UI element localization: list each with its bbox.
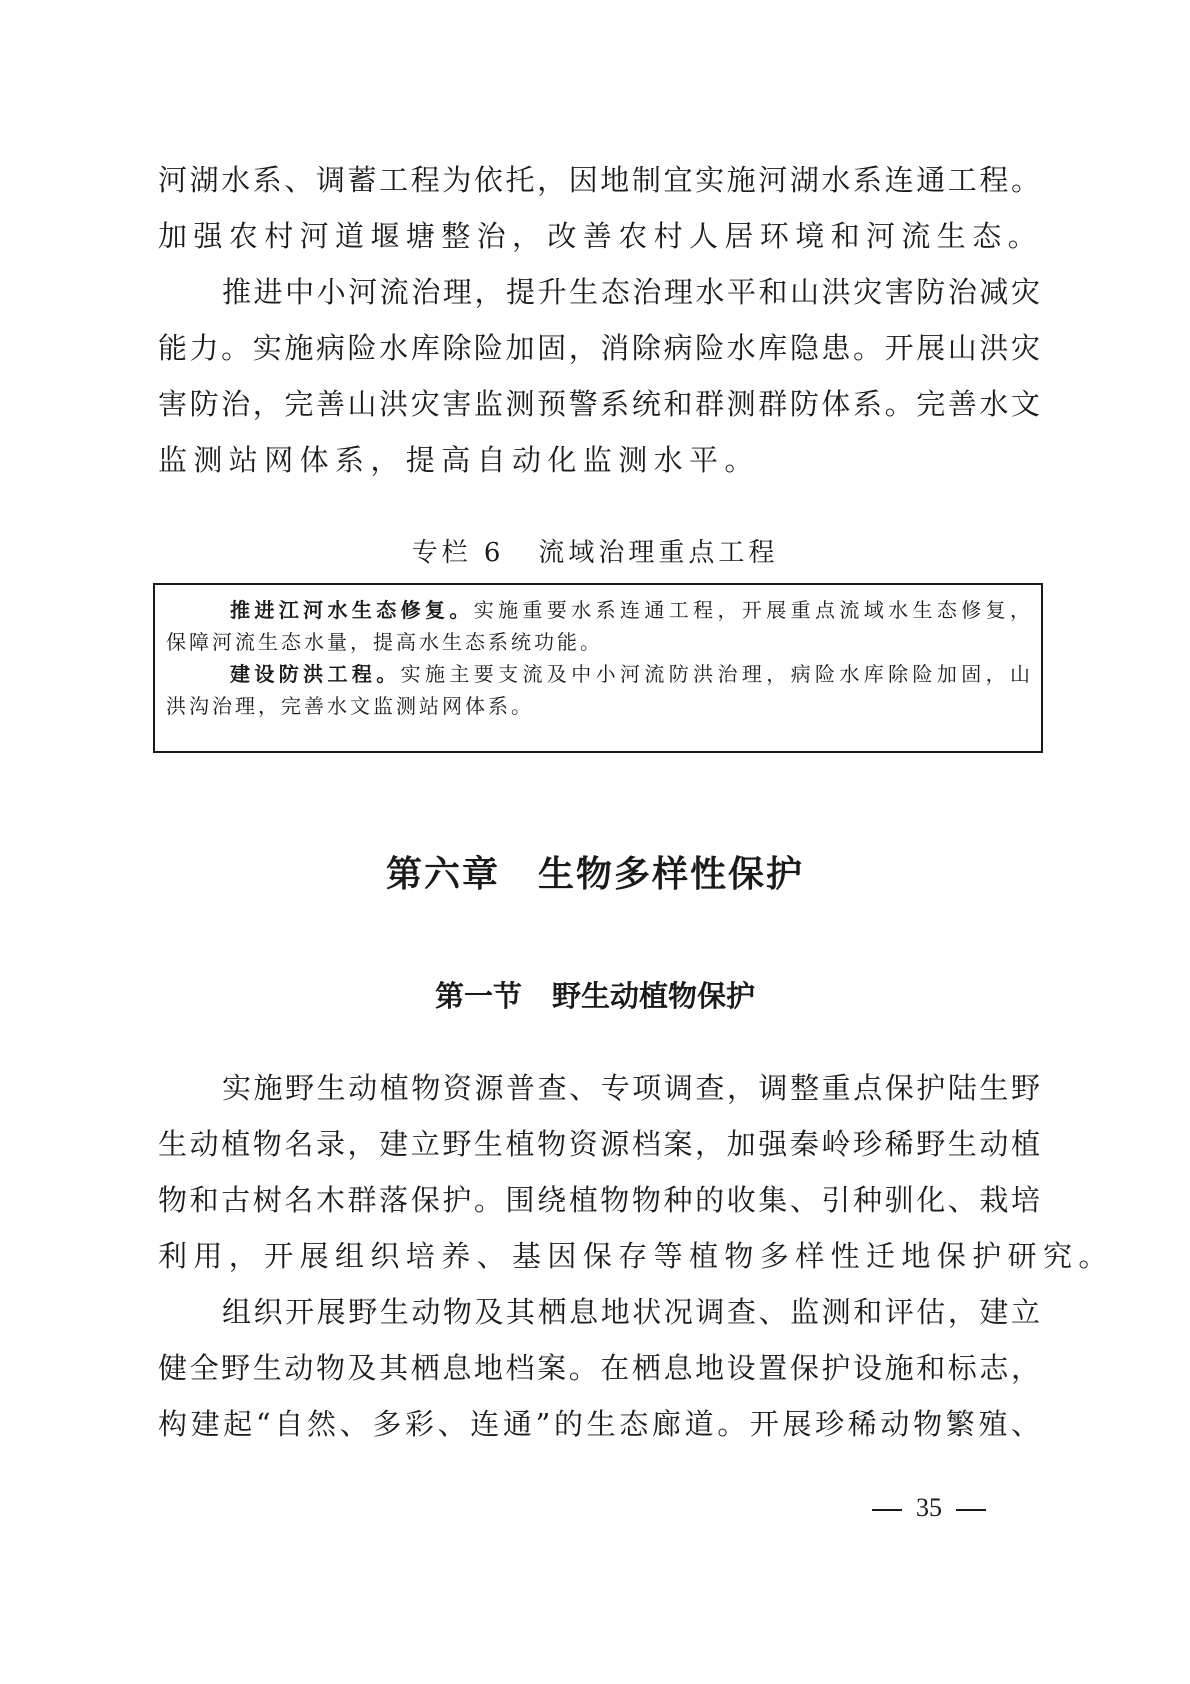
chapter-heading (0, 850, 1190, 900)
column-item-line (166, 595, 1030, 625)
page-number-value: 35 (916, 1493, 942, 1522)
column-item-text: 实施重要水系连通工程，开展重点流域水生态修复， (473, 598, 1030, 622)
column-item-line (166, 659, 1030, 689)
column-box (153, 583, 1043, 753)
column-title-text: 流域治理重点工程 (538, 538, 779, 568)
column-item-line: 保障河流生态水量，提高水生态系统功能。 (166, 630, 603, 654)
column-item-keyword: 建设防洪工程。 (230, 662, 401, 686)
paragraph-line: 生动植物名录，建立野生植物资源档案，加强秦岭珍稀野生动植 (158, 1127, 1040, 1161)
column-item-line: 洪沟治理，完善水文监测站网体系。 (166, 694, 534, 718)
dash-right (956, 1509, 986, 1511)
paragraph-line: 利用，开展组织培养、基因保存等植物多样性迁地保护研究。 (158, 1239, 1114, 1273)
paragraph-line: 健全野生动物及其栖息地档案。在栖息地设置保护设施和标志， (158, 1351, 1040, 1385)
chapter-number: 第六章 (385, 854, 500, 895)
column-title (0, 535, 1190, 571)
paragraph-line: 组织开展野生动物及其栖息地状况调查、监测和评估，建立 (222, 1295, 1040, 1329)
dash-left (872, 1509, 902, 1511)
paragraph-line: 推进中小河流治理，提升生态治理水平和山洪灾害防治减灾 (222, 275, 1040, 309)
paragraph-line: 物和古树名木群落保护。围绕植物物种的收集、引种驯化、栽培 (158, 1183, 1040, 1217)
paragraph-line: 害防治，完善山洪灾害监测预警系统和群测群防体系。完善水文 (158, 387, 1040, 421)
paragraph-line: 加强农村河道堰塘整治，改善农村人居环境和河流生态。 (158, 219, 1044, 253)
section-number: 第一节 (434, 979, 522, 1013)
column-item-text: 实施主要支流及中小河流防洪治理，病险水库除险加固，山 (400, 662, 1030, 686)
paragraph-line: 河湖水系、调蓄工程为依托，因地制宜实施河湖水系连通工程。 (158, 163, 1040, 197)
page-number (0, 1490, 1190, 1526)
paragraph-line: 能力。实施病险水库除险加固，消除病险水库隐患。开展山洪灾 (158, 331, 1040, 365)
column-item-keyword: 推进江河水生态修复。 (230, 598, 474, 622)
section-heading (0, 975, 1190, 1017)
section-title: 野生动植物保护 (552, 979, 756, 1013)
paragraph-line: 监测站网体系，提高自动化监测水平。 (158, 443, 760, 477)
chapter-title: 生物多样性保护 (538, 854, 805, 895)
paragraph-line: 构建起“自然、多彩、连通”的生态廊道。开展珍稀动物繁殖、 (158, 1407, 1040, 1441)
paragraph-line: 实施野生动植物资源普查、专项调查，调整重点保护陆生野 (222, 1071, 1040, 1105)
column-number: 专栏 6 (411, 538, 505, 568)
